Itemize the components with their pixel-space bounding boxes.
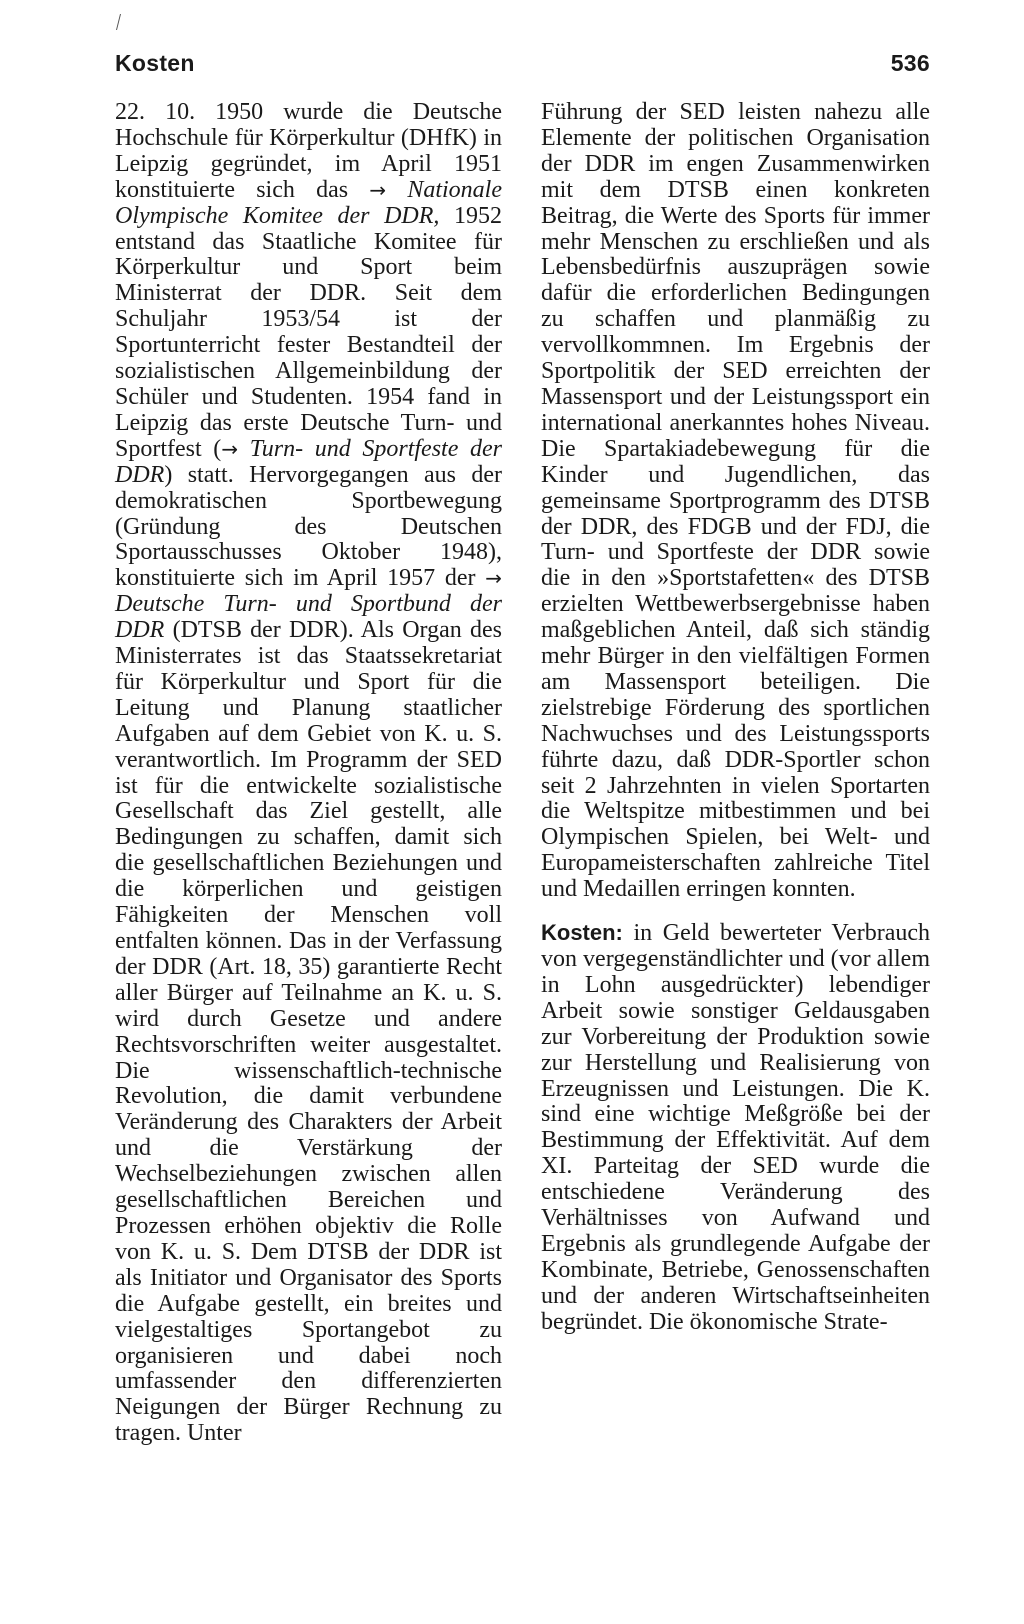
cross-reference-dtsb: Deutsche Turn- und Sportbund der DDR bbox=[115, 591, 502, 644]
cross-reference-arrow-icon: → bbox=[369, 177, 387, 202]
text-segment: 1952 entstand das Staatliche Komitee für Körperkultur und Sport beim Ministerrat der DDR. Seit dem Schuljahr 1953/54 ist der Sportunterricht fester Bestandteil der sozialistischen Allgemeinbildung der Schüler und Studenten. 1954 fand in Leipzig das erste Deutsche Turn- und Sportfest ( bbox=[115, 202, 503, 462]
text-segment: 22. 10. 1950 wurde die Deutsche Hochschule für Körperkultur (DHfK) in Leipzig gegründet, im April 1951 konstituierte sich das bbox=[115, 99, 502, 203]
text-segment: (DTSB der DDR). Als Organ des Ministerrates ist das Staatssekretariat für Körperkultur und Sport für die Leitung und Planung staatlicher Aufgaben auf dem Gebiet von K. u. S. verantwortlich. Im Programm der SED ist für die entwickelte sozialistische Gesellschaft das Ziel gestellt, alle Bedingungen zu schaffen, damit sich die gesellschaftlichen Beziehungen und die körperlichen und geistigen Fähigkeiten der Menschen voll entfalten können. Das in der Verfassung der DDR (Art. 18, 35) garantierte Recht aller Bürger auf Teilnahme an K. u. S. wird durch Gesetze und andere Rechtsvorschriften weiter ausgestaltet. Die wissenschaftlich-technische Revolution, die damit verbundene Veränderung des Charakters der Arbeit und die Verstärkung der Wechselbeziehungen zwischen allen gesellschaftlichen Bereichen und Prozessen erhöhen objektiv die Rolle von K. u. S. Dem DTSB der DDR ist als Initiator und Organisator des Sports die Aufgabe gestellt, ein breites und vielgestaltiges Sportangebot zu organisieren und dabei noch umfassender den differenzierten Neigungen der Bürger Rechnung zu tragen. Unter bbox=[115, 617, 502, 1447]
running-headword: Kosten bbox=[115, 50, 195, 76]
text-segment: Führung der SED leisten nahezu alle Elemente der politischen Organisation der DDR im engen Zusammenwirken mit dem DTSB einen konkreten Beitrag, die Werte des Sports für immer mehr Menschen zu erschließen und als Lebensbedürfnis auszuprägen sowie dafür die erforderlichen Bedingungen zu schaffen und planmäßig zu vervollkommnen. Im Ergebnis der Sportpolitik der SED erreichten der Massensport und der Leistungssport ein international anerkanntes hohes Niveau. Die Spartakiadebewegung für die Kinder und Jugendlichen, das gemeinsame Sportprogramm des DTSB der DDR, des FDGB und der FDJ, die Turn- und Sportfeste der DDR sowie die in den »Sportstafetten« des DTSB erzielten Wettbewerbsergebnisse haben maßgeblichen Anteil, daß sich ständig mehr Bürger in den vielfältigen Formen am Massensport beteiligen. Die zielstrebige Förderung des sportlichen Nachwuchses und des Leistungssports führte dazu, daß DDR-Sportler schon seit 2 Jahrzehnten in vielen Sportarten die Weltspitze mitbestimmen und bei Olympischen Spielen, bei Welt- und Europameisterschaften zahlreiche Titel und Medaillen erringen konnten. bbox=[541, 99, 930, 903]
cross-reference-arrow-icon: → bbox=[485, 566, 502, 591]
right-column bbox=[541, 100, 930, 1336]
margin-pencil-mark bbox=[116, 14, 127, 30]
running-head bbox=[115, 50, 930, 80]
page-number: 536 bbox=[890, 50, 930, 76]
entry-text-continued bbox=[541, 100, 930, 903]
entry-kosten bbox=[541, 920, 930, 1336]
cross-reference-nok: Nationale Olympische Komitee der DDR, bbox=[115, 176, 502, 229]
text-segment: ) statt. Hervorgegangen aus der demokratischen Sportbewegung (Gründung des Deutschen Sportausschusses Oktober 1948), konstituierte sich im April 1957 der bbox=[115, 461, 502, 592]
entry-lemma: Kosten: bbox=[541, 920, 623, 946]
cross-reference-turn-und-sportfeste: Turn- und Sportfeste der DDR bbox=[115, 435, 503, 488]
entry-definition: in Geld bewerteter Verbrauch von vergegenständlichter und (vor allem in Lohn ausgedrückter) lebendiger Arbeit sowie sonstiger Geldausgaben zur Vorbereitung der Produktion sowie zur Herstellung und Realisierung von Erzeugnissen und Leistungen. Die K. sind eine wichtige Meßgröße bei der Bestimmung der Effektivität. Auf dem XI. Parteitag der SED wurde die entschiedene Veränderung des Verhältnisses von Aufwand und Ergebnis als grundlegende Aufgabe der Kombinate, Betriebe, Genossenschaften und der anderen Wirtschaftseinheiten begründet. Die ökonomische Strate- bbox=[541, 920, 930, 1335]
left-column bbox=[115, 100, 502, 1447]
entry-text-continued bbox=[115, 100, 502, 1447]
cross-reference-arrow-icon: → bbox=[221, 436, 239, 461]
